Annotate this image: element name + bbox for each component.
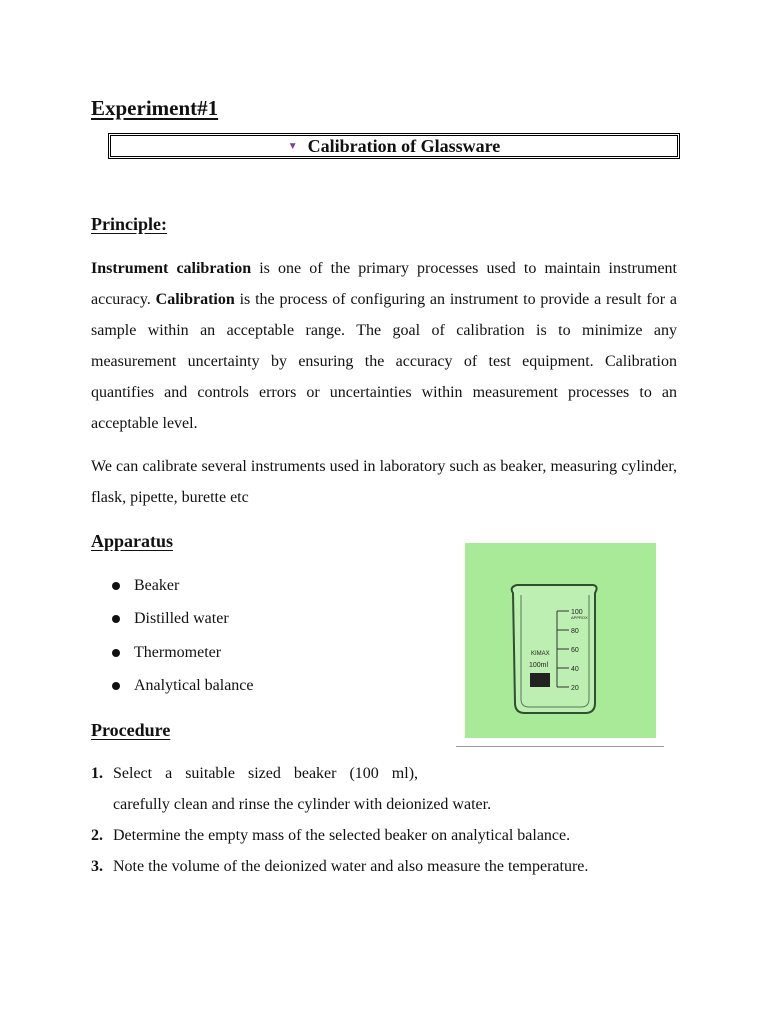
step-number: 2.: [91, 826, 103, 844]
arrow-bullet-icon: ▼: [287, 140, 298, 152]
apparatus-list: [112, 569, 254, 703]
bullet-icon: [112, 582, 120, 590]
list-item: [112, 569, 254, 603]
title-box: [108, 133, 680, 159]
list-item-label: Beaker: [134, 576, 180, 594]
procedure-step-2: [91, 820, 691, 851]
scale-mark-60: 60: [571, 647, 579, 654]
scale-mark-80: 80: [571, 628, 579, 635]
principle-text-1: is one of the primary processes used to maintain instrument accuracy.: [91, 260, 677, 308]
term-instrument-calibration: Instrument calibration: [91, 260, 252, 277]
list-item-label: Distilled water: [134, 610, 229, 628]
list-item-label: Thermometer: [134, 643, 222, 661]
list-item-label: Analytical balance: [134, 677, 254, 695]
step-text: Select a suitable sized beaker (100 ml),: [113, 764, 419, 782]
scale-mark-100: 100: [571, 609, 583, 616]
step-text: carefully clean and rinse the cylinder with deionized water.: [113, 795, 492, 813]
bullet-icon: [112, 649, 120, 657]
principle-paragraph: [91, 253, 677, 439]
list-item: [112, 670, 254, 704]
step-text: Note the volume of the deionized water and also measure the temperature.: [113, 857, 589, 875]
beaker-illustration: [465, 543, 656, 738]
brand-label: KIMAX: [531, 651, 550, 657]
list-item: [112, 603, 254, 637]
volume-label: 100ml: [529, 662, 549, 669]
scale-mark-40: 40: [571, 666, 579, 673]
marking-patch: [530, 673, 550, 687]
principle-text-2: is the process of configuring an instrument to provide a result for a sample within an acceptable range. The goal of calibration is to minimize any measurement uncertainty by ensuring the accuracy of test equipment. Calibration quantifies and controls errors or uncertainties within measurement processes to an acceptable level.: [91, 291, 678, 432]
box-title: Calibration of Glassware: [307, 135, 501, 156]
procedure-step-1: [91, 758, 691, 789]
term-calibration: Calibration: [155, 291, 235, 308]
step-number: 3.: [91, 857, 103, 875]
procedure-step-3: [91, 851, 691, 882]
approx-label: APPROX: [571, 615, 588, 620]
list-item: [112, 636, 254, 670]
procedure-list: [91, 758, 691, 882]
principle-heading: Principle:: [91, 214, 167, 234]
bullet-icon: [112, 615, 120, 623]
figure-divider: [456, 746, 664, 747]
bullet-icon: [112, 682, 120, 690]
procedure-step-1-cont: [91, 789, 691, 820]
scale-mark-20: 20: [571, 685, 579, 692]
experiment-title: Experiment#1: [91, 96, 219, 120]
step-text: Determine the empty mass of the selected beaker on analytical balance.: [113, 826, 571, 844]
instruments-paragraph: We can calibrate several instruments used in laboratory such as beaker, measuring cylinder, flask, pipette, burette etc: [91, 458, 677, 506]
apparatus-heading: Apparatus: [91, 531, 174, 551]
beaker-image: [465, 543, 656, 738]
step-number: 1.: [91, 764, 103, 782]
procedure-heading: Procedure: [91, 720, 171, 740]
